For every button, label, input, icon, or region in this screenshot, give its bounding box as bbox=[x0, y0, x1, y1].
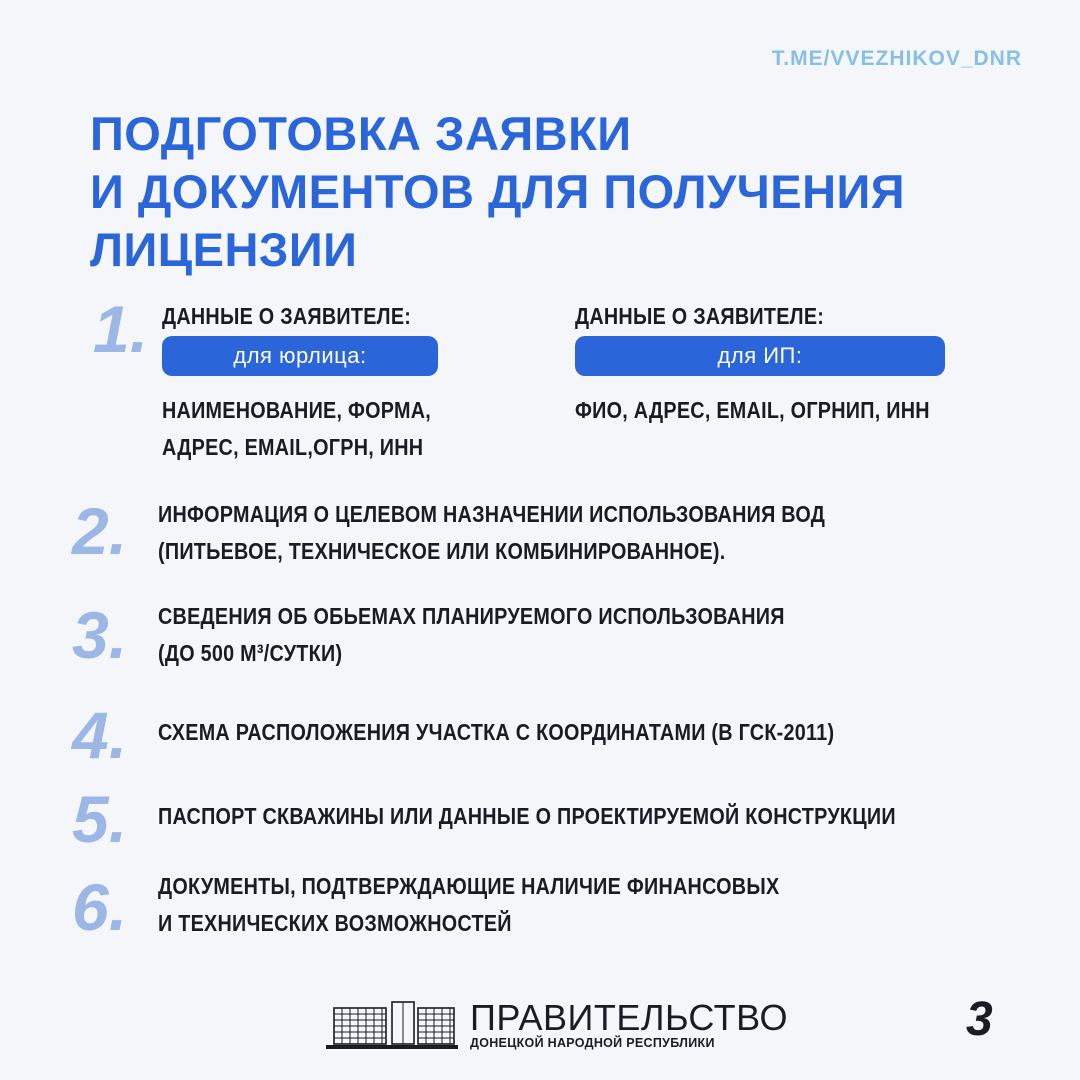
item-number: 4. bbox=[72, 698, 128, 772]
detail-line: НАИМЕНОВАНИЕ, ФОРМА, bbox=[162, 397, 432, 423]
individual-entrepreneur-pill: для ИП: bbox=[575, 336, 945, 376]
item-text bbox=[158, 868, 779, 942]
individual-entrepreneur-details bbox=[575, 392, 930, 429]
item-text bbox=[158, 714, 834, 751]
item-line: ИНФОРМАЦИЯ О ЦЕЛЕВОМ НАЗНАЧЕНИИ ИСПОЛЬЗОВАНИЯ ВОД bbox=[158, 501, 826, 527]
item-number: 3. bbox=[72, 598, 128, 672]
org-name: ПРАВИТЕЛЬСТВО bbox=[470, 997, 788, 1038]
item-line: И ТЕХНИЧЕСКИХ ВОЗМОЖНОСТЕЙ bbox=[158, 910, 512, 936]
title-line: И ДОКУМЕНТОВ ДЛЯ ПОЛУЧЕНИЯ bbox=[90, 165, 906, 218]
item-text bbox=[158, 798, 896, 835]
page-number: 3 bbox=[966, 993, 993, 1046]
page-title bbox=[90, 105, 905, 279]
item-number: 5. bbox=[72, 782, 128, 856]
item-text bbox=[158, 598, 785, 672]
item-line: СВЕДЕНИЯ ОБ ОБЬЕМАХ ПЛАНИРУЕМОГО ИСПОЛЬЗОВАНИЯ bbox=[158, 603, 785, 629]
title-line: ЛИЦЕНЗИИ bbox=[90, 223, 358, 276]
channel-handle[interactable]: T.ME/VVEZHIKOV_DNR bbox=[771, 47, 1022, 70]
item-line: (ДО 500 М³/СУТКИ) bbox=[158, 640, 343, 666]
title-line: ПОДГОТОВКА ЗАЯВКИ bbox=[90, 107, 632, 160]
legal-entity-pill: для юрлица: bbox=[162, 336, 438, 376]
item-number: 2. bbox=[72, 494, 128, 568]
government-building-icon bbox=[326, 998, 458, 1052]
legal-entity-details bbox=[162, 392, 431, 466]
legal-entity-label: ДАННЫЕ О ЗАЯВИТЕЛЕ: bbox=[162, 303, 412, 329]
item-line: ДОКУМЕНТЫ, ПОДТВЕРЖДАЮЩИЕ НАЛИЧИЕ ФИНАНСОВЫХ bbox=[158, 873, 780, 899]
item-text bbox=[158, 496, 825, 570]
org-subtitle: ДОНЕЦКОЙ НАРОДНОЙ РЕСПУБЛИКИ bbox=[470, 1036, 715, 1050]
item-line: ПАСПОРТ СКВАЖИНЫ ИЛИ ДАННЫЕ О ПРОЕКТИРУЕМОЙ КОНСТРУКЦИИ bbox=[158, 803, 896, 829]
individual-entrepreneur-label: ДАННЫЕ О ЗАЯВИТЕЛЕ: bbox=[575, 303, 825, 329]
detail-line: ФИО, АДРЕС, EMAIL, ОГРНИП, ИНН bbox=[575, 397, 930, 423]
detail-line: АДРЕС, EMAIL,ОГРН, ИНН bbox=[162, 434, 424, 460]
item-line: (ПИТЬЕВОЕ, ТЕХНИЧЕСКОЕ ИЛИ КОМБИНИРОВАННОЕ). bbox=[158, 538, 726, 564]
item-number: 1. bbox=[93, 292, 149, 366]
item-number: 6. bbox=[72, 870, 128, 944]
item-line: СХЕМА РАСПОЛОЖЕНИЯ УЧАСТКА С КООРДИНАТАМИ (В ГСК-2011) bbox=[158, 719, 835, 745]
